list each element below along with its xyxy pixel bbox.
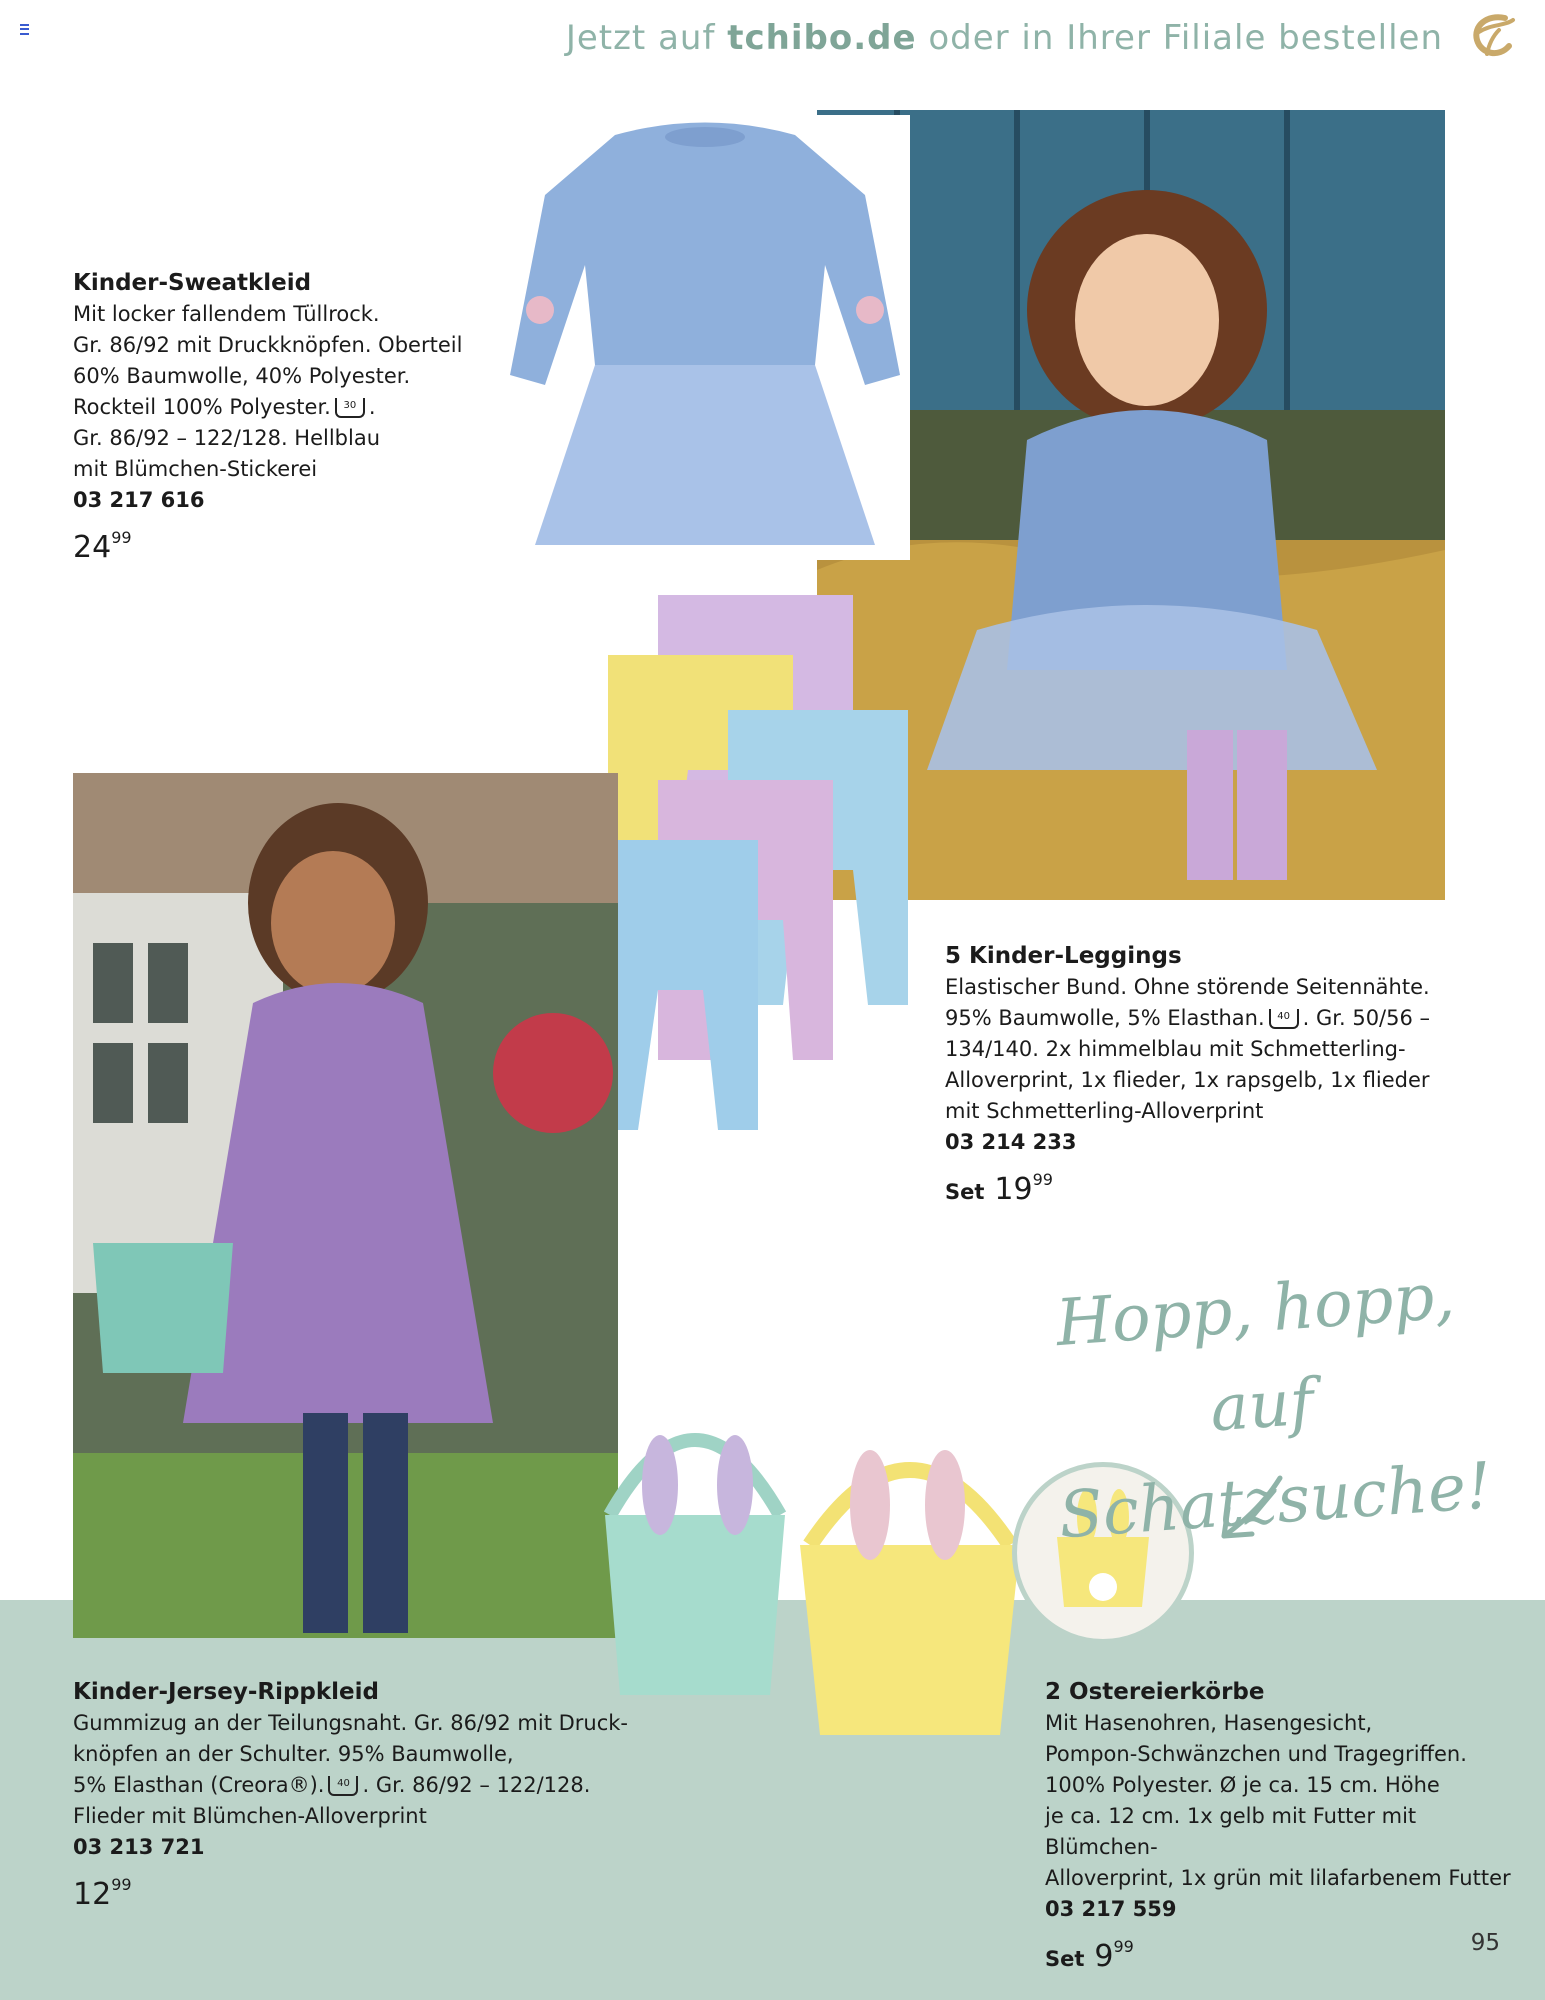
- price-prefix: Set: [1045, 1947, 1085, 1971]
- product-description-line: Gr. 86/92 mit Druckknöpfen. Oberteil: [73, 333, 463, 357]
- girl-with-basket-photo: [73, 773, 618, 1638]
- arrow-down-left-icon: [1210, 1470, 1290, 1550]
- product-price: [1045, 1931, 1535, 1975]
- product-description-line: 134/140. 2x himmelblau mit Schmetterling-: [945, 1037, 1406, 1061]
- product-title: 2 Ostereierkörbe: [1045, 1679, 1265, 1705]
- price-cents: 99: [111, 1875, 132, 1894]
- product-description-line: 100% Polyester. Ø je ca. 15 cm. Höhe: [1045, 1773, 1440, 1797]
- leggings-product-photo: [578, 590, 918, 1135]
- price-cents: 99: [1113, 1937, 1134, 1956]
- description-text: 5% Elasthan (Creora®).: [73, 1773, 325, 1797]
- description-text: 95% Baumwolle, 5% Elasthan.: [945, 1006, 1265, 1030]
- product-description-line: Gummizug an der Teilungsnaht. Gr. 86/92 mit Druck-: [73, 1711, 629, 1735]
- product-description-line: knöpfen an der Schulter. 95% Baumwolle,: [73, 1742, 514, 1766]
- price-prefix: Set: [945, 1180, 985, 1204]
- product-description-line: [73, 1770, 633, 1801]
- script-headline-line: Schatzsuche!: [1056, 1449, 1494, 1554]
- product-price: [73, 522, 513, 563]
- product-description-line: Pompon-Schwänzchen und Tragegriffen.: [1045, 1742, 1467, 1766]
- header-brand-link[interactable]: tchibo.de: [727, 18, 917, 58]
- product-description-line: mit Schmetterling-Alloverprint: [945, 1099, 1264, 1123]
- script-headline-line: Hopp, hopp, auf: [1053, 1259, 1457, 1447]
- product-description-line: Elastischer Bund. Ohne störende Seitennähte.: [945, 975, 1430, 999]
- price-euros: 9: [1094, 1939, 1114, 1974]
- price-euros: 19: [994, 1172, 1033, 1207]
- product-description-line: Mit locker fallendem Tüllrock.: [73, 302, 380, 326]
- header-order-text: [566, 18, 1443, 58]
- page-number: 95: [1470, 1930, 1500, 1956]
- easter-baskets-product-photo: [585, 1375, 1025, 1745]
- description-text: .: [368, 395, 376, 419]
- wash-30-icon: 30: [335, 398, 365, 418]
- product-description-line: [945, 1003, 1465, 1034]
- product-description-line: Alloverprint, 1x flieder, 1x rapsgelb, 1x flieder: [945, 1068, 1430, 1092]
- price-cents: 99: [1032, 1170, 1053, 1189]
- product-ostereierkoerbe: [1045, 1677, 1535, 1975]
- header-text-after: oder in Ihrer Filiale bestellen: [916, 18, 1443, 58]
- product-description-line: Mit Hasenohren, Hasengesicht,: [1045, 1711, 1373, 1735]
- product-price: [945, 1164, 1465, 1208]
- article-number: 03 214 233: [945, 1130, 1077, 1154]
- page-header: [0, 10, 1545, 70]
- product-sweatkleid: [73, 268, 513, 563]
- product-title: Kinder-Sweatkleid: [73, 270, 312, 296]
- product-description-line: [73, 392, 513, 423]
- product-leggings: [945, 941, 1465, 1208]
- product-description-line: 60% Baumwolle, 40% Polyester.: [73, 364, 411, 388]
- product-description-line: Gr. 86/92 – 122/128. Hellblau: [73, 426, 381, 450]
- header-text-before: Jetzt auf: [565, 18, 728, 58]
- wash-40-icon: 40: [328, 1776, 358, 1796]
- product-description-line: je ca. 12 cm. 1x gelb mit Futter mit Blümchen-: [1045, 1804, 1417, 1859]
- wash-40-icon: 40: [1269, 1009, 1299, 1029]
- product-rippkleid: [73, 1677, 633, 1910]
- menu-icon[interactable]: [20, 24, 29, 35]
- article-number: 03 213 721: [73, 1835, 205, 1859]
- sweat-dress-product-photo: [505, 115, 910, 560]
- description-text: Rockteil 100% Polyester.: [73, 395, 331, 419]
- tchibo-bean-logo-icon: [1465, 10, 1521, 66]
- product-price: [73, 1869, 633, 1910]
- product-description-line: Flieder mit Blümchen-Alloverprint: [73, 1804, 427, 1828]
- price-cents: 99: [111, 528, 132, 547]
- price-euros: 24: [73, 530, 112, 565]
- description-text: . Gr. 86/92 – 122/128.: [362, 1773, 591, 1797]
- product-description-line: Alloverprint, 1x grün mit lilafarbenem Futter: [1045, 1866, 1511, 1890]
- product-description-line: mit Blümchen-Stickerei: [73, 457, 318, 481]
- product-title: Kinder-Jersey-Rippkleid: [73, 1679, 380, 1705]
- article-number: 03 217 616: [73, 488, 205, 512]
- price-euros: 12: [73, 1877, 112, 1912]
- product-title: 5 Kinder-Leggings: [945, 943, 1182, 969]
- description-text: . Gr. 50/56 –: [1302, 1006, 1431, 1030]
- article-number: 03 217 559: [1045, 1897, 1177, 1921]
